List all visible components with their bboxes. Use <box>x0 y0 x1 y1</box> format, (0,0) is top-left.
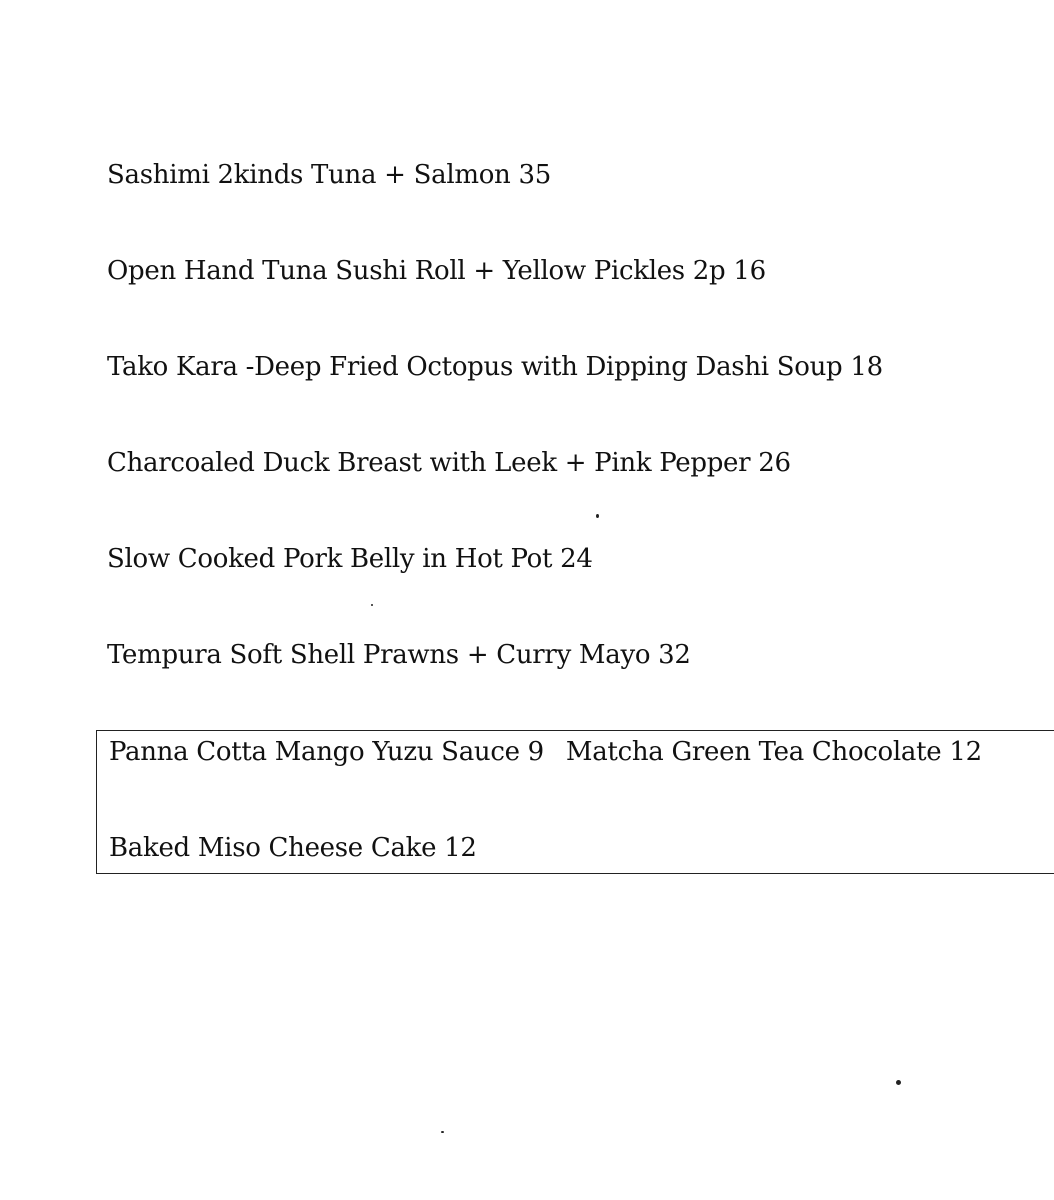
scan-speck <box>441 1131 444 1133</box>
dessert-item: Matcha Green Tea Chocolate 12 <box>565 737 982 767</box>
scan-speck <box>896 1080 901 1085</box>
dessert-item: Baked Miso Cheese Cake 12 <box>109 833 477 863</box>
menu-item: Open Hand Tuna Sushi Roll + Yellow Pickles 2p 16 <box>107 256 766 286</box>
scan-speck <box>596 514 599 518</box>
menu-item: Tako Kara -Deep Fried Octopus with Dipping Dashi Soup 18 <box>107 352 883 382</box>
menu-item: Sashimi 2kinds Tuna + Salmon 35 <box>107 160 551 190</box>
dessert-row <box>109 831 477 865</box>
dessert-box <box>96 730 1054 874</box>
menu-item: Slow Cooked Pork Belly in Hot Pot 24 <box>107 544 593 574</box>
dessert-item: Panna Cotta Mango Yuzu Sauce 9 <box>109 737 544 767</box>
dessert-row <box>109 735 982 769</box>
menu-item: Charcoaled Duck Breast with Leek + Pink Pepper 26 <box>107 448 791 478</box>
menu-item: Tempura Soft Shell Prawns + Curry Mayo 32 <box>107 640 691 670</box>
scan-speck <box>371 604 373 606</box>
